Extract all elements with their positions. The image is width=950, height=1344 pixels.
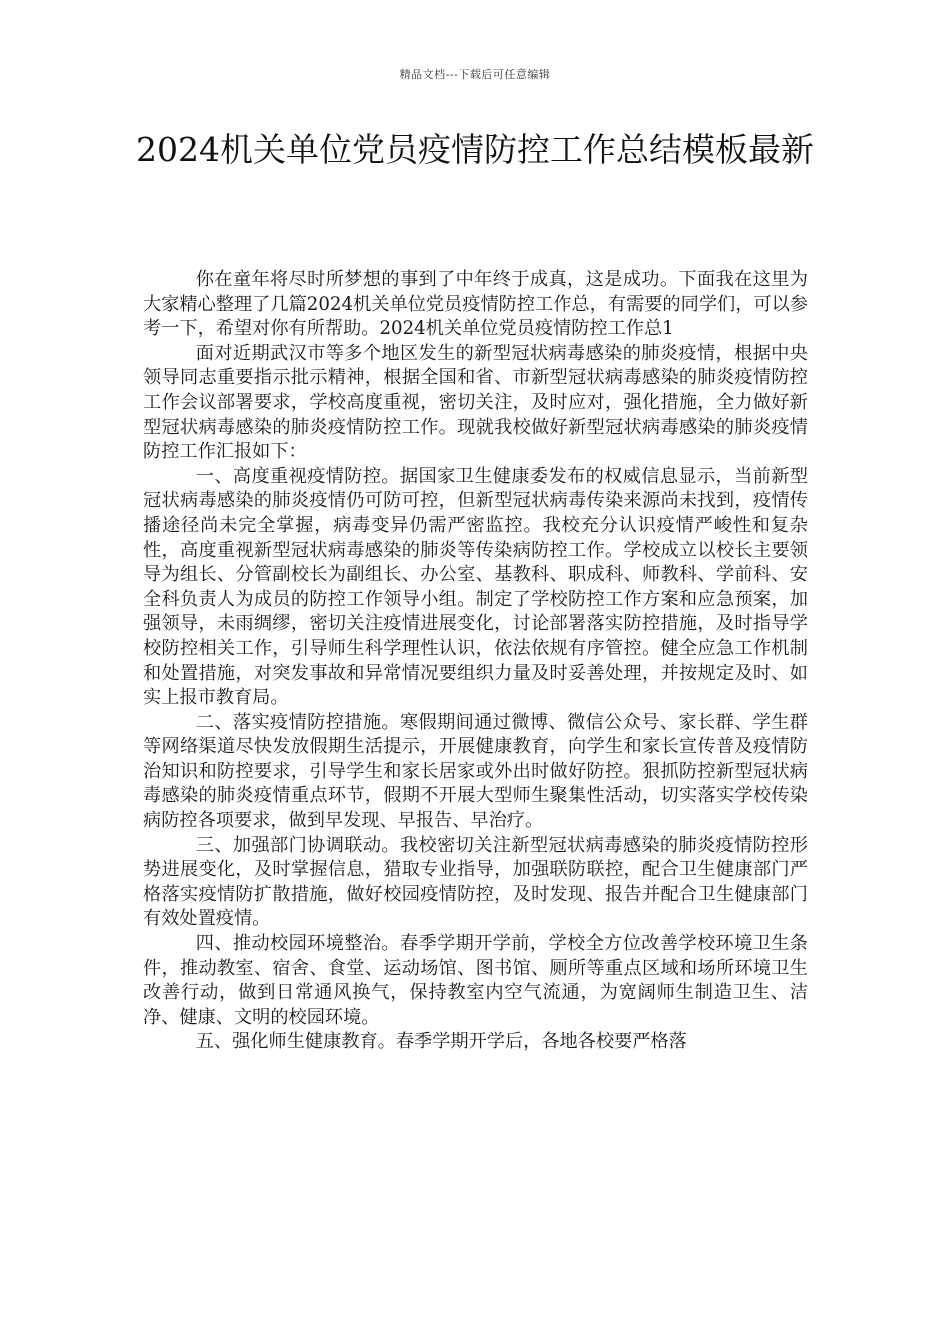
- paragraph-section-3: 三、加强部门协调联动。我校密切关注新型冠状病毒感染的肺炎疫情防控形势进展变化，及时掌握信息，猎取专业指导，加强联防联控，配合卫生健康部门严格落实疫情防扩散措施，做好校园疫情防控，及时发现、报告并配合卫生健康部门有效处置疫情。: [143, 834, 808, 930]
- paragraph-background: 面对近期武汉市等多个地区发生的新型冠状病毒感染的肺炎疫情，根据中央领导同志重要指示批示精神，根据全国和省、市新型冠状病毒感染的肺炎疫情防控工作会议部署要求，学校高度重视，密切关注，及时应对，强化措施，全力做好新型冠状病毒感染的肺炎疫情防控工作。现就我校做好新型冠状病毒感染的肺炎疫情防控工作汇报如下：: [143, 342, 808, 463]
- paragraph-section-5: 五、强化师生健康教育。春季学期开学后，各地各校要严格落: [195, 1031, 687, 1053]
- document-title: 2024机关单位党员疫情防控工作总结模板最新: [136, 130, 814, 169]
- document-body: [143, 268, 808, 1055]
- page-header: 精品文档---下载后可任意编辑: [399, 68, 551, 81]
- paragraph-section-4: 四、推动校园环境整治。春季学期开学前，学校全方位改善学校环境卫生条件，推动教室、宿舍、食堂、运动场馆、图书馆、厕所等重点区域和场所环境卫生改善行动，做到日常通风换气，保持教室内空气流通，为宽阔师生制造卫生、洁净、健康、文明的校园环境。: [143, 933, 808, 1028]
- paragraph-section-1: 一、高度重视疫情防控。据国家卫生健康委发布的权威信息显示，当前新型冠状病毒感染的肺炎疫情仍可防可控，但新型冠状病毒传染来源尚未找到，疫情传播途径尚未完全掌握，病毒变异仍需严密监控。我校充分认识疫情严峻性和复杂性，高度重视新型冠状病毒感染的肺炎等传染病防控工作。学校成立以校长主要领导为组长、分管副校长为副组长、办公室、基教科、职成科、师教科、学前科、安全科负责人为成员的防控工作领导小组。制定了学校防控工作方案和应急预案，加强领导，未雨绸缪，密切关注疫情进展变化，讨论部署落实防控措施，及时指导学校防控相关工作，引导师生科学理性认识，依法依规有序管控。健全应急工作机制和处置措施，对突发事故和异常情况要组织力量及时妥善处理，并按规定及时、如实上报市教育局。: [143, 465, 808, 709]
- paragraph-intro: 你在童年将尽时所梦想的事到了中年终于成真，这是成功。下面我在这里为大家精心整理了几篇2024机关单位党员疫情防控工作总，有需要的同学们，可以参考一下，希望对你有所帮助。2024机关单位党员疫情防控工作总1: [143, 269, 808, 340]
- paragraph-section-2: 二、落实疫情防控措施。寒假期间通过微博、微信公众号、家长群、学生群等网络渠道尽快发放假期生活提示，开展健康教育，向学生和家长宣传普及疫情防治知识和防控要求，引导学生和家长居家或外出时做好防控。狠抓防控新型冠状病毒感染的肺炎疫情重点环节，假期不开展大型师生聚集性活动，切实落实学校传染病防控各项要求，做到早发现、早报告、早治疗。: [143, 711, 808, 832]
